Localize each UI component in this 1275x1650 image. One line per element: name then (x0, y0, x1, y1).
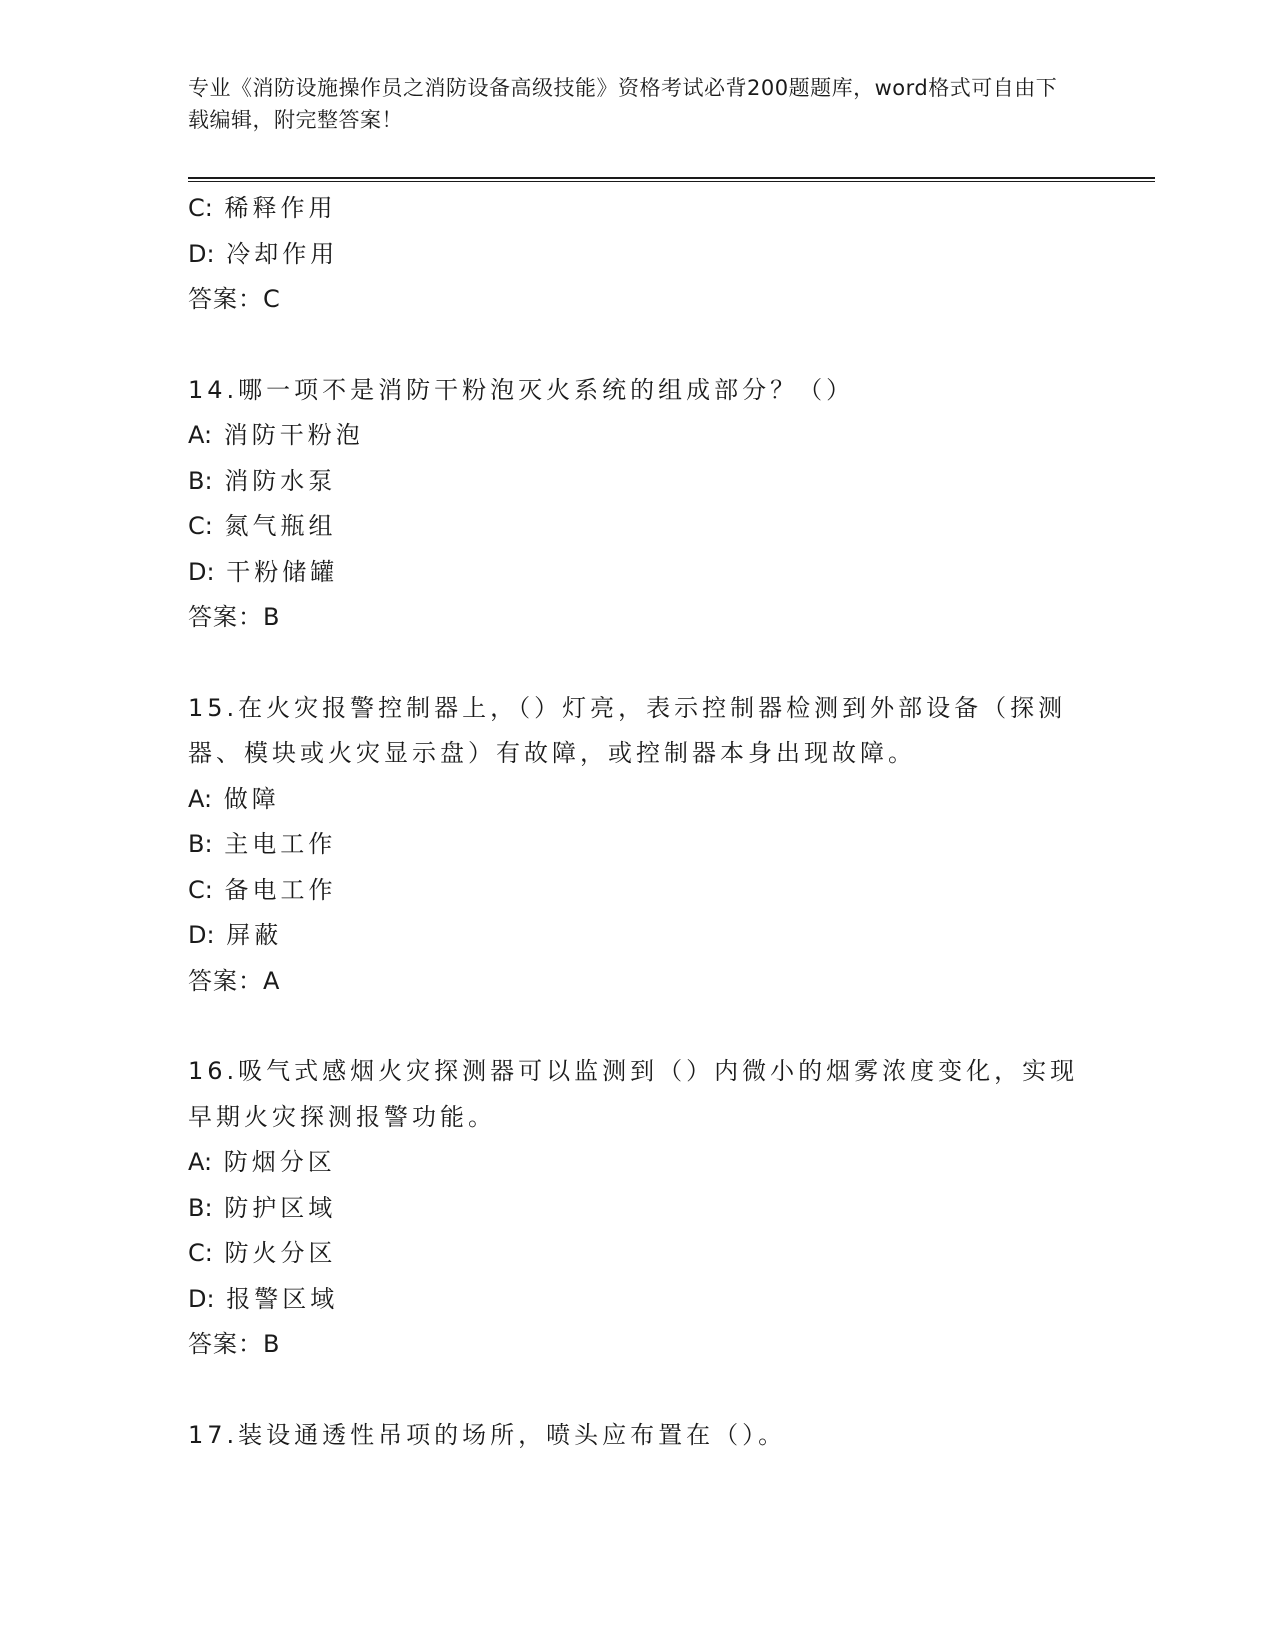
option-line (188, 1277, 1088, 1323)
answer-line: 答案：C (188, 285, 281, 313)
option-text: 冷却作用 (226, 239, 339, 268)
option-line (188, 232, 1088, 278)
option-text: 防烟分区 (223, 1148, 336, 1176)
option-line (188, 504, 1088, 550)
question-stem: 15.在火灾报警控制器上，（）灯亮，表示控制器检测到外部设备（探测器、模块或火灾显示盘）有故障，或控制器本身出现故障。 (188, 693, 1067, 767)
option-text: 备电工作 (224, 875, 337, 904)
question-stem: 14.哪一项不是消防干粉泡灭火系统的组成部分？（） (188, 375, 855, 404)
option-text: 屏蔽 (226, 921, 283, 949)
option-text: 做障 (223, 784, 280, 813)
document-body (188, 186, 1088, 1458)
option-line (188, 459, 1088, 505)
option-label: B: (188, 466, 213, 495)
header-divider (188, 177, 1155, 182)
option-line (188, 1140, 1088, 1186)
option-label: C: (188, 512, 213, 540)
page-header: 专业《消防设施操作员之消防设备高级技能》资格考试必背200题题库，word格式可自由下载编辑，附完整答案！ (188, 76, 1058, 132)
option-line (188, 777, 1088, 823)
option-text: 报警区域 (226, 1284, 339, 1313)
answer-line: 答案：A (188, 966, 281, 995)
option-line (188, 413, 1088, 459)
option-text: 消防干粉泡 (223, 421, 364, 449)
option-text: 消防水泵 (224, 466, 337, 495)
option-label: C: (188, 1239, 213, 1267)
option-label: C: (188, 194, 213, 222)
option-label: C: (188, 875, 213, 904)
option-label: A: (188, 421, 213, 449)
option-line (188, 822, 1088, 868)
option-label: B: (188, 1193, 213, 1222)
option-line (188, 1186, 1088, 1232)
option-line (188, 186, 1088, 232)
option-label: A: (188, 1148, 213, 1176)
option-line (188, 1231, 1088, 1277)
question-stem: 17.装设通透性吊项的场所，喷头应布置在（）。 (188, 1420, 787, 1449)
option-text: 主电工作 (224, 830, 337, 858)
option-line (188, 913, 1088, 959)
option-text: 干粉储罐 (226, 557, 339, 586)
option-label: A: (188, 784, 213, 813)
option-text: 防火分区 (224, 1239, 337, 1267)
option-text: 防护区域 (224, 1193, 337, 1222)
option-label: D: (188, 1284, 215, 1313)
answer-line: 答案：B (188, 603, 281, 631)
option-label: B: (188, 830, 213, 858)
option-text: 稀释作用 (224, 194, 337, 222)
option-label: D: (188, 239, 215, 268)
question-stem: 16.吸气式感烟火灾探测器可以监测到（）内微小的烟雾浓度变化，实现早期火灾探测报警功能。 (188, 1057, 1079, 1131)
option-line (188, 868, 1088, 914)
option-text: 氮气瓶组 (224, 512, 337, 540)
answer-line: 答案：B (188, 1330, 281, 1358)
option-label: D: (188, 557, 215, 586)
option-line (188, 550, 1088, 596)
option-label: D: (188, 921, 215, 949)
